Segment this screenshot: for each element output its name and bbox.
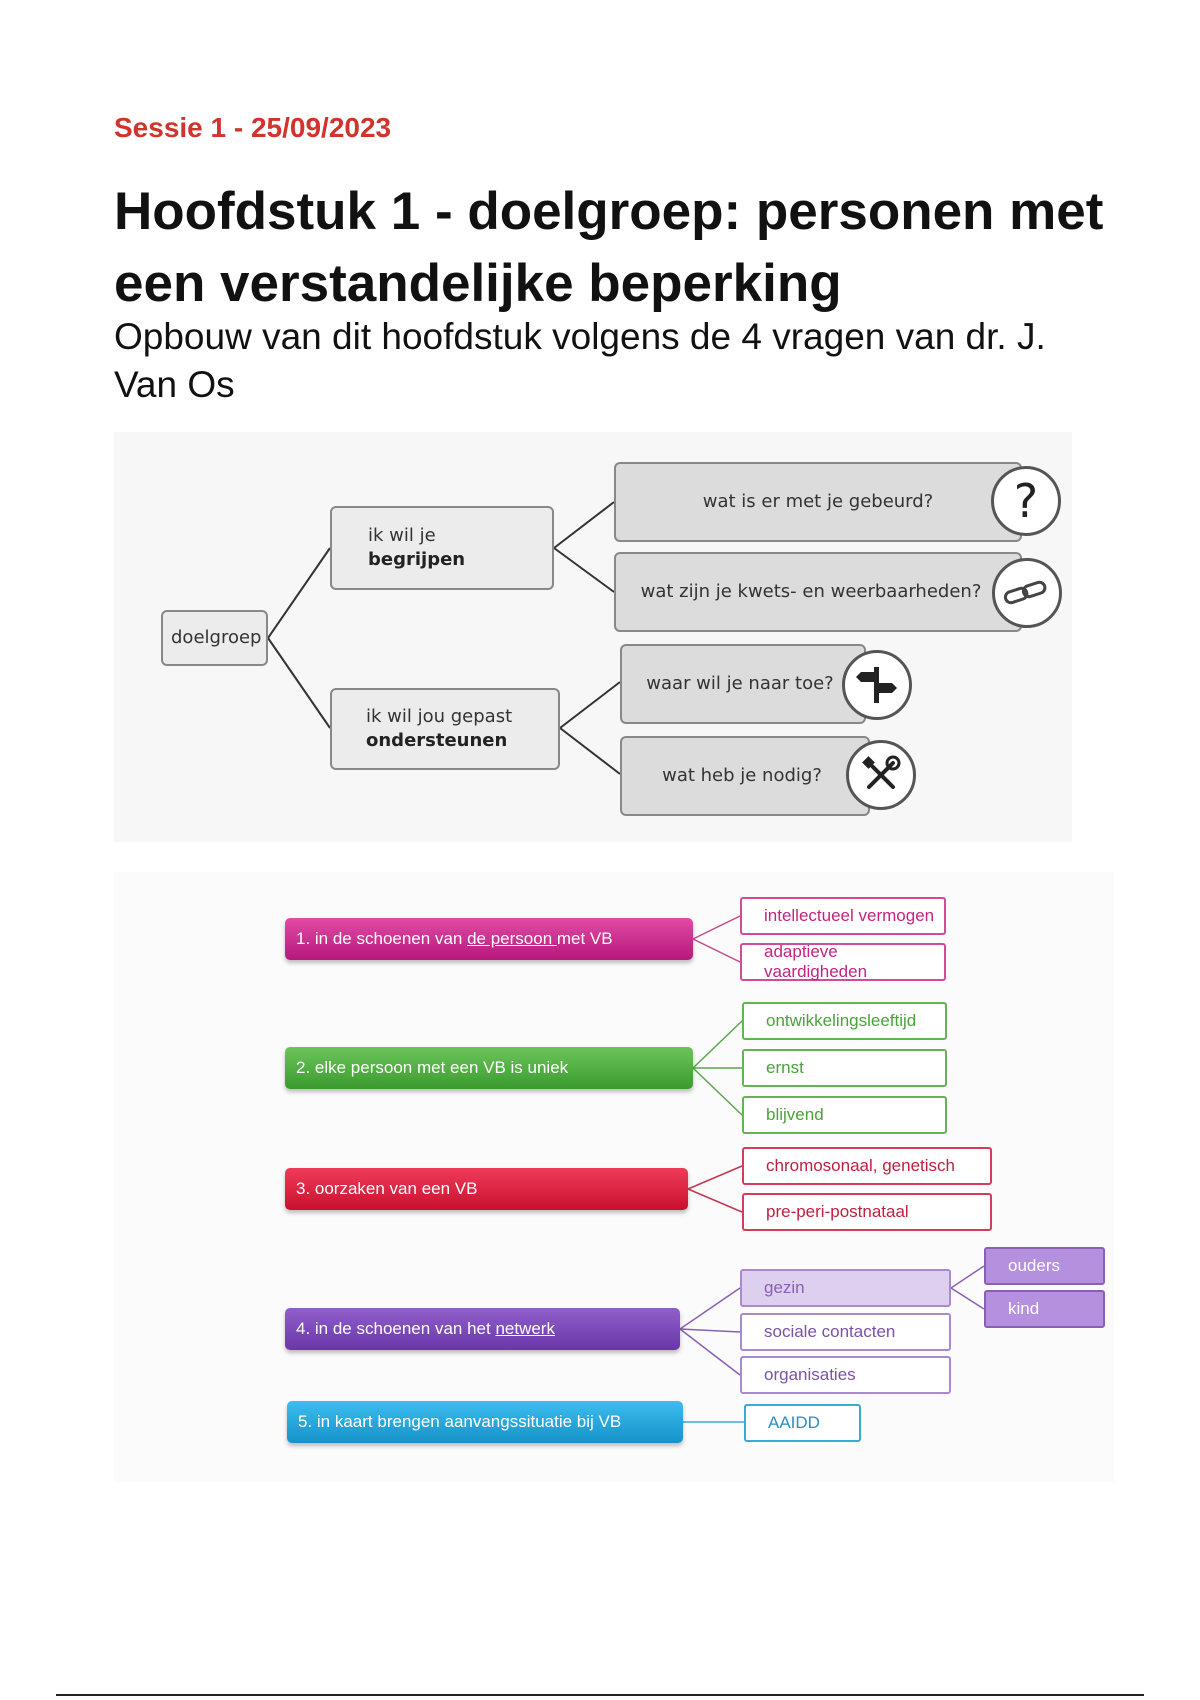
branch-ondersteunen [330,688,560,770]
connector [688,1189,742,1212]
topic-4-label [296,1319,555,1339]
leaf-label: adaptieve vaardigheden [764,942,868,981]
topic-1-post: met VB [556,929,613,948]
connector [554,548,614,592]
connector [680,1329,740,1332]
branch-ondersteunen-label [332,705,528,753]
topic-1-label [296,929,613,949]
leaf-label: blijvend [766,1105,824,1124]
branch-begrijpen-label [332,524,552,572]
connector [693,916,740,939]
leaf-label: chromosonaal, genetisch [766,1156,956,1175]
leaf-label: gezin [764,1278,805,1297]
connector [268,548,330,638]
leaf-intellectueel-vermogen [740,897,946,935]
root-label: doelgroep [171,627,262,648]
chapter-mindmap [114,872,1114,1482]
topic-2-label: 2. elke persoon met een VB is uniek [296,1058,569,1077]
branch-begrijpen [330,506,554,590]
branch-begrijpen-prefix: ik wil je [368,525,436,546]
leaf-label: kind [1008,1299,1040,1318]
leaf-label: AAIDD [768,1413,820,1432]
leaf-pre-peri-postnataal [742,1193,992,1231]
page-subtitle: Opbouw van dit hoofdstuk volgens de 4 vragen van dr. J. Van Os [114,316,1046,405]
topic-1-pre: 1. in de schoenen van [296,929,468,948]
leaf-label: ouders [1008,1256,1060,1275]
topic-4-pre: 4. in de schoenen van het [296,1319,496,1338]
branch-ondersteunen-prefix: ik wil jou gepast [366,706,513,727]
doelgroep-diagram [114,432,1072,842]
leaf-chromosonaal-genetisch [742,1147,992,1185]
question-box [614,552,1022,632]
connector [693,1021,742,1068]
question-mark-icon: ? [991,466,1061,536]
leaf-label: ernst [766,1058,804,1077]
topic-4 [285,1308,680,1350]
leaf-kind [984,1290,1105,1328]
page-title: Hoofdstuk 1 - doelgroep: personen met een verstandelijke beperking [114,182,1104,313]
connector [951,1266,984,1288]
topic-1 [285,918,693,960]
topic-1-underlined: de persoon [467,929,557,948]
connector [951,1288,984,1309]
topic-3 [285,1168,688,1210]
connector [560,728,620,774]
topic-4-underlined: netwerk [495,1319,555,1338]
tools-icon [846,740,916,810]
connector [693,1068,742,1115]
question-label: wat is er met je gebeurd? [702,491,934,512]
connector [680,1329,740,1375]
leaf-label: ontwikkelingsleeftijd [766,1011,917,1030]
connector [688,1166,742,1189]
topic-3-label: 3. oorzaken van een VB [296,1179,478,1198]
question-label: wat zijn je kwets- en weerbaarheden? [640,581,982,602]
leaf-sociale-contacten [740,1313,951,1351]
leaf-adaptieve-vaardigheden [740,943,946,981]
question-box [614,462,1022,542]
leaf-blijvend [742,1096,947,1134]
topic-2 [285,1047,693,1089]
leaf-label: sociale contacten [764,1322,896,1341]
leaf-aaidd [744,1404,861,1442]
branch-ondersteunen-bold: ondersteunen [366,730,508,751]
question-label: wat heb je nodig? [662,765,822,786]
question-label: waar wil je naar toe? [646,673,834,694]
chain-link-icon [992,558,1062,628]
topic-5-label: 5. in kaart brengen aanvangssituatie bij VB [298,1412,622,1431]
question-box [620,736,870,816]
question-box [620,644,866,724]
connector [693,939,740,962]
page-bottom-rule [56,1694,1144,1696]
leaf-organisaties [740,1356,951,1394]
leaf-label: pre-peri-postnataal [766,1202,909,1221]
topic-5 [287,1401,683,1443]
leaf-label: organisaties [764,1365,856,1384]
leaf-label: intellectueel vermogen [764,906,935,925]
connector [680,1288,740,1329]
connector [560,682,620,728]
branch-begrijpen-bold: begrijpen [368,549,466,570]
leaf-ouders [984,1247,1105,1285]
signpost-icon [842,650,912,720]
leaf-ernst [742,1049,947,1087]
root-node [161,610,268,666]
connector [268,638,330,728]
connector [554,502,614,548]
session-date: Sessie 1 - 25/09/2023 [114,112,392,143]
leaf-gezin [740,1269,951,1307]
leaf-ontwikkelingsleeftijd [742,1002,947,1040]
